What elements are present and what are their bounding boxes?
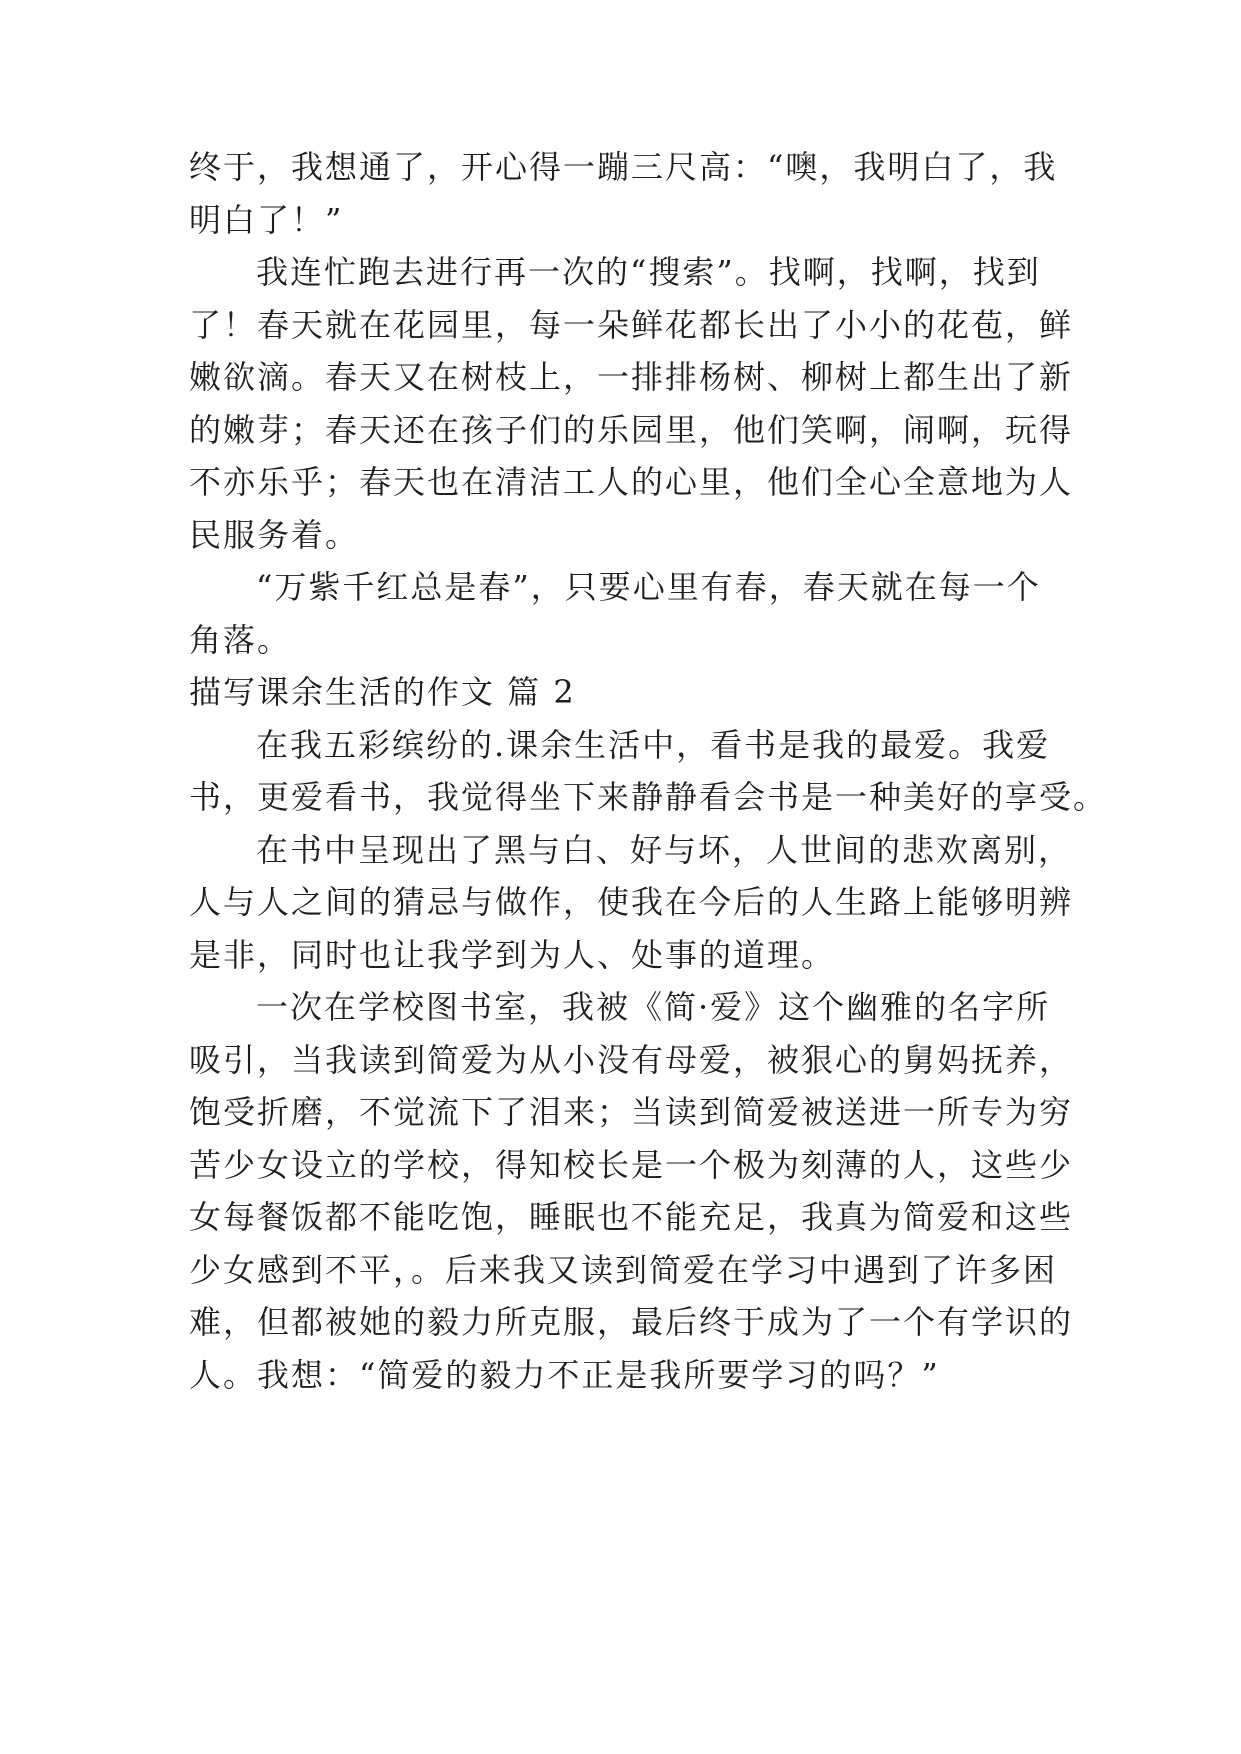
paragraph-line: 饱受折磨，不觉流下了泪来；当读到简爱被送进一所专为穷 bbox=[189, 1093, 1074, 1131]
paragraph-line: 女每餐饭都不能吃饱，睡眠也不能充足，我真为简爱和这些 bbox=[189, 1198, 1074, 1236]
paragraph-line: 终于，我想通了，开心得一蹦三尺高：“噢，我明白了，我 bbox=[189, 148, 1058, 186]
paragraph-line: 嫩欲滴。春天又在树枝上，一排排杨树、柳树上都生出了新 bbox=[189, 358, 1074, 396]
paragraph-line: “万紫千红总是春”，只要心里有春，春天就在每一个 bbox=[256, 568, 1041, 606]
paragraph-line: 难，但都被她的毅力所克服，最后终于成为了一个有学识的 bbox=[189, 1303, 1074, 1341]
paragraph-line: 民服务着。 bbox=[189, 516, 360, 554]
paragraph-line: 书，更爱看书，我觉得坐下来静静看会书是一种美好的享受。 bbox=[189, 778, 1108, 816]
paragraph-line: 在书中呈现出了黑与白、好与坏，人世间的悲欢离别， bbox=[256, 831, 1073, 869]
paragraph-line: 苦少女设立的学校，得知校长是一个极为刻薄的人，这些少 bbox=[189, 1146, 1074, 1184]
paragraph-line: 一次在学校图书室，我被《简·爱》这个幽雅的名字所 bbox=[256, 988, 1051, 1026]
paragraph-line: 人与人之间的猜忌与做作，使我在今后的人生路上能够明辨 bbox=[189, 883, 1074, 921]
section-heading: 描写课余生活的作文 篇 2 bbox=[189, 673, 576, 711]
paragraph-line: 的嫩芽；春天还在孩子们的乐园里，他们笑啊，闹啊，玩得 bbox=[189, 411, 1074, 449]
paragraph-line: 是非，同时也让我学到为人、处事的道理。 bbox=[189, 936, 836, 974]
paragraph-line: 不亦乐乎；春天也在清洁工人的心里，他们全心全意地为人 bbox=[189, 463, 1074, 501]
paragraph-line: 在我五彩缤纷的.课余生活中，看书是我的最爱。我爱 bbox=[256, 726, 1051, 764]
paragraph-line: 少女感到不平，。后来我又读到简爱在学习中遇到了许多困 bbox=[189, 1251, 1058, 1289]
paragraph-line: 明白了！” bbox=[189, 201, 344, 239]
paragraph-line: 我连忙跑去进行再一次的“搜索”。找啊，找啊，找到 bbox=[256, 253, 1041, 291]
paragraph-line: 了！春天就在花园里，每一朵鲜花都长出了小小的花苞，鲜 bbox=[189, 306, 1074, 344]
paragraph-line: 角落。 bbox=[189, 621, 292, 659]
paragraph-line: 吸引，当我读到简爱为从小没有母爱，被狠心的舅妈抚养， bbox=[189, 1041, 1074, 1079]
paragraph-line: 人。我想：“简爱的毅力不正是我所要学习的吗？” bbox=[189, 1356, 940, 1394]
